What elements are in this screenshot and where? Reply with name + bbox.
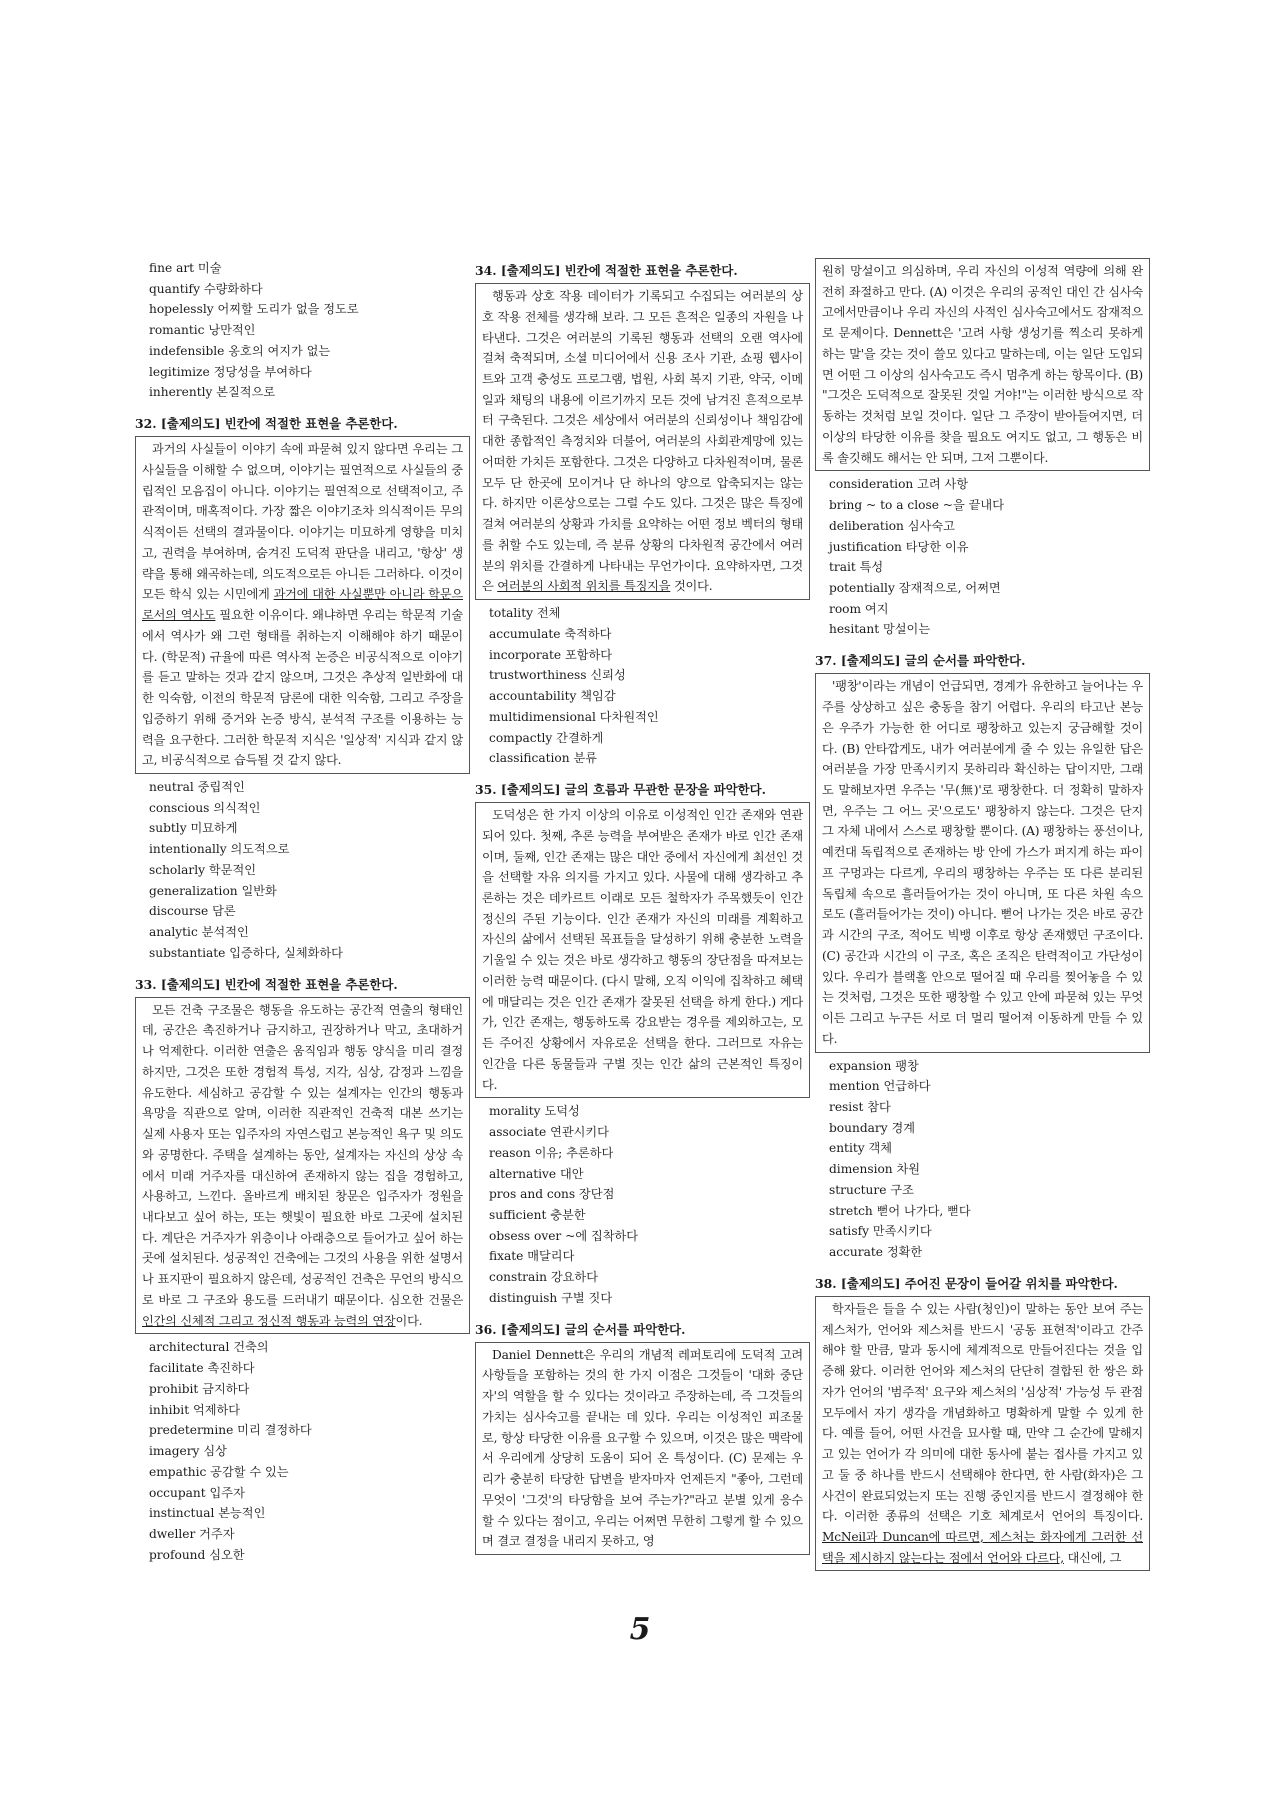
- vocab-item: bring ~ to a close ~을 끝내다: [829, 498, 1004, 513]
- vocab-list-33: [149, 1337, 470, 1565]
- vocab-item: expansion 팽창: [829, 1058, 919, 1073]
- question-38-underline: McNeil과 Duncan에 따르면, 제스처는 화자에게 그러한 선택을 제시하지 않는다는 점에서 언어와 다르다,: [822, 1530, 1143, 1565]
- vocab-item: inhibit 억제하다: [149, 1402, 241, 1417]
- question-36-box: [475, 1342, 810, 1555]
- vocab-item: accumulate 축적하다: [489, 626, 612, 641]
- column-middle: [475, 258, 810, 1558]
- vocab-list-36: [829, 474, 1150, 640]
- question-38-text: 학자들은 들을 수 있는 사람(청인)이 말하는 동안 보여 주는 제스처가, 언어와 제스처를 반드시 '공동 표현적'이라고 간주해야 할 만큼, 말과 동시에 체계적으로 만들어진다는 것을 입증해 왔다. 이러한 언어와 제스처의 단단히 결합된 한 쌍은 화자가 언어의 '범주적' 요구와 제스처의 '심상적' 가능성 두 관점 모두에서 자기 생각을 개념화하고 명확하게 말할 수 있게 한다. 예를 들어, 어떤 사건을 묘사할 때, 만약 그 순간에 말해지고 있는 언어가 각 의미에 대한 동사에 붙는 접사를 가지고 있고 둘 중 하나를 반드시 선택해야 한다면, 한 사람(화자)은 그 사건이 완료되었는지 또는 진행 중인지를 반드시 결정해야 한다. 이러한 종류의 선택은 기호 체계로서 언어의 특징이다. McNeil과 Duncan에 따르면, 제스처는 화자에게 그러한 선택을 제시하지 않는다는 점에서 언어와 다르다, 대신에, 그: [822, 1301, 1143, 1565]
- vocab-item: dweller 거주자: [149, 1527, 235, 1542]
- vocab-item: conscious 의식적인: [149, 800, 261, 815]
- vocab-item: discourse 담론: [149, 904, 236, 919]
- vocab-item: associate 연관시키다: [489, 1125, 609, 1140]
- vocab-item: trustworthiness 신뢰성: [489, 668, 626, 683]
- vocab-item: trait 특성: [829, 560, 884, 575]
- question-32-text: 과거의 사실들이 이야기 속에 파묻혀 있지 않다면 우리는 그 사실들을 이해할 수 없으며, 이야기는 필연적으로 사실들의 중립적인 모음집이 아니다. 이야기는 필연적으로 선택적이고, 주관적이며, 매혹적이다. 가장 짧은 이야기조차 의식적이든 무의식적이든 선택의 결과물이다. 이야기는 미묘하게 영향을 미치고, 권력을 부여하며, 숨겨진 도덕적 판단을 내리고, '항상' 생략을 통해 왜곡하는데, 의도적으로든 아니든 그러하다. 이것이 모든 학식 있는 시민에게 과거에 대한 사실뿐만 아니라 학문으로서의 역사도 필요한 이유이다. 왜냐하면 우리는 학문적 기술에서 역사가 왜 그런 형태를 취하는지 이해해야 하기 때문이다. (학문적) 규율에 따른 역사적 논증은 비공식적으로 이야기를 듣고 말하는 것과 같지 않으며, 그것은 추상적 일반화에 대한 익숙함, 이전의 학문적 담론에 대한 익숙함, 그리고 주장을 입증하기 위해 증거와 논증 방식, 분석적 구조를 이용하는 능력을 요구한다. 그러한 학문적 지식은 '일상적' 지식과 같지 않고, 비공식적으로 습득될 것 같지 않다.: [142, 442, 463, 768]
- question-37-title: 37. [출제의도] 글의 순서를 파악한다.: [815, 653, 1026, 669]
- vocab-item: deliberation 심사숙고: [829, 518, 955, 533]
- vocab-item: imagery 심상: [149, 1444, 227, 1459]
- vocab-item: romantic 낭만적인: [149, 323, 256, 338]
- vocab-item: facilitate 촉진하다: [149, 1361, 255, 1376]
- vocab-item: accountability 책임감: [489, 689, 616, 704]
- vocab-item: hesitant 망설이는: [829, 622, 931, 637]
- vocab-item: sufficient 충분한: [489, 1208, 586, 1222]
- vocab-item: mention 언급하다: [829, 1079, 931, 1094]
- question-33-title: 33. [출제의도] 빈칸에 적절한 표현을 추론한다.: [135, 976, 398, 992]
- vocab-item: inherently 본질적으로: [149, 385, 276, 400]
- question-33-underline: 인간의 신체적 그리고 정신적 행동과 능력의 연장: [142, 1313, 396, 1328]
- vocab-item: legitimize 정당성을 부여하다: [149, 364, 312, 379]
- vocab-list-32: [149, 777, 470, 964]
- vocab-item: entity 객체: [829, 1141, 893, 1156]
- vocab-item: classification 분류: [489, 751, 598, 766]
- vocab-list-37: [829, 1056, 1150, 1263]
- vocab-item: boundary 경계: [829, 1120, 916, 1135]
- vocab-item: hopelessly 어찌할 도리가 없을 정도로: [149, 302, 359, 317]
- vocab-item: accurate 정확한: [829, 1245, 923, 1260]
- vocab-item: alternative 대안: [489, 1166, 584, 1181]
- question-34-underline: 여러분의 사회적 위치를 특징지을: [497, 579, 671, 594]
- vocab-item: compactly 간결하게: [489, 730, 604, 745]
- vocab-list-34: [489, 603, 810, 769]
- vocab-item: prohibit 금지하다: [149, 1381, 250, 1396]
- vocab-item: resist 참다: [829, 1099, 891, 1114]
- question-34-box: [475, 283, 810, 600]
- vocab-item: stretch 뻗어 나가다, 뻗다: [829, 1203, 971, 1218]
- vocab-item: distinguish 구별 짓다: [489, 1290, 613, 1305]
- question-36-text-continued: 원히 망설이고 의심하며, 우리 자신의 이성적 역량에 의해 완전히 좌절하고 만다. (A) 이것은 우리의 공적인 대인 간 심사숙고에서만큼이나 우리 자신의 사적인 심사숙고에서도 잠재적으로 문제이다. Dennett은 '고려 사항 생성기를 찍소리 못하게 하는 말'을 갖는 것이 쓸모 있다고 말하는데, 이는 일단 도입되면 어떤 그 이상의 심사숙고도 즉시 멈추게 하는 항목이다. (B) "그것은 도덕적으로 잘못된 것일 거야!"는 이러한 방식으로 작동하는 것처럼 보일 것이다. 일단 그 주장이 받아들여지면, 더 이상의 타당한 이유를 찾을 필요도 여지도 없고, 그 행동은 비록 솔깃해도 해서는 안 되며, 그저 그뿐이다.: [822, 264, 1143, 465]
- vocab-item: occupant 입주자: [149, 1485, 245, 1500]
- vocab-item: instinctual 본능적인: [149, 1506, 266, 1521]
- vocab-item: pros and cons 장단점: [489, 1187, 615, 1202]
- question-33-text: 모든 건축 구조물은 행동을 유도하는 공간적 연출의 형태인데, 공간은 촉진하거나 금지하고, 권장하거나 막고, 초대하거나 억제한다. 이러한 연출은 움직임과 행동 양식을 미리 결정하지만, 그것은 또한 경험적 특성, 지각, 심상, 감정과 느낌을 유도한다. 세심하고 공감할 수 있는 설계자는 인간의 행동과 욕망을 직관으로 알며, 이러한 직관적인 건축적 대본 쓰기는 실제 사용자 또는 입주자의 자연스럽고 본능적인 욕구 및 의도와 공명한다. 주택을 설계하는 동안, 설계자는 자신의 상상 속에서 미래 거주자를 대신하여 존재하지 않는 집을 경험하고, 사용하고, 느낀다. 올바르게 배치된 창문은 입주자가 정원을 내다보고 싶어 하는, 또는 햇빛이 필요한 바로 그곳에 설치된다. 계단은 거주자가 위층이나 아래층으로 들어가고 싶어 하는 곳에 설치된다. 성공적인 건축에는 그것의 사용을 위한 설명서나 표지판이 필요하지 않은데, 성공적인 건축은 무언의 방식으로 바로 그 구조와 용도를 드러내기 때문이다. 심오한 건물은 인간의 신체적 그리고 정신적 행동과 능력의 연장이다.: [142, 1002, 463, 1328]
- question-35-box: [475, 802, 810, 1098]
- column-left: [135, 258, 470, 1575]
- vocab-item: room 여지: [829, 601, 889, 616]
- question-34-title: 34. [출제의도] 빈칸에 적절한 표현을 추론한다.: [475, 263, 738, 278]
- vocab-item: architectural 건축의: [149, 1340, 269, 1355]
- vocab-item: reason 이유; 추론하다: [489, 1145, 614, 1160]
- question-36-title: 36. [출제의도] 글의 순서를 파악한다.: [475, 1321, 686, 1337]
- vocab-item: incorporate 포함하다: [489, 647, 613, 662]
- vocab-item: predetermine 미리 결정하다: [149, 1423, 312, 1438]
- vocab-item: potentially 잠재적으로, 어쩌면: [829, 581, 1001, 596]
- vocab-item: justification 타당한 이유: [829, 539, 969, 554]
- vocab-item: dimension 차원: [829, 1162, 921, 1177]
- question-33-box: [135, 997, 470, 1335]
- question-35-text: 도덕성은 한 가지 이상의 이유로 이성적인 인간 존재와 연관되어 있다. 첫째, 추론 능력을 부여받은 존재가 바로 인간 존재이며, 둘째, 인간 존재는 많은 대안 중에서 자신에게 최선인 것을 선택할 자유 의지를 가지고 있다. 사물에 대해 생각하고 추론하는 것은 데카르트 이래로 모든 철학자가 주목했듯이 인간 정신의 주된 기능이다. 인간 존재가 자신의 미래를 계획하고 자신의 삶에서 선택된 목표들을 달성하기 위해 충분한 노력을 기울일 수 있는 것은 바로 생각하고 행동의 장단점을 따져보는 이러한 능력 때문이다. (다시 말해, 오직 이익에 집착하고 혜택에 매달리는 것은 인간 존재가 잘못된 선택을 하게 한다.) 게다가, 인간 존재는, 행동하도록 강요받는 경우를 제외하고는, 모든 주어진 상황에서 자유로운 선택을 한다. 그러므로 자유는 인간을 다른 동물들과 구별 짓는 인간 삶의 근본적인 특징이다.: [482, 808, 803, 1092]
- vocab-item: empathic 공감할 수 있는: [149, 1464, 289, 1479]
- question-36-text: Daniel Dennett은 우리의 개념적 레퍼토리에 도덕적 고려 사항들을 포함하는 것의 한 가지 이점은 그것들이 '대화 중단자'의 역할을 할 수 있다는 것이라고 주장하는데, 즉 그것들의 가치는 심사숙고를 끝내는 데 있다. 우리는 이성적인 피조물로, 항상 타당한 이유를 요구할 수 있으며, 이것은 많은 맥락에서 우리에게 상당히 도움이 되어 온 특성이다. (C) 문제는 우리가 충분히 타당한 답변을 받자마자 언제든지 "좋아, 그런데 무엇이 '그것'의 타당함을 보여 주는가?"라고 분별 있게 응수할 수 있다는 점이고, 우리는 어쩌면 무한히 그렇게 할 수 있으며 결코 결정을 내리지 못하고, 영: [482, 1347, 803, 1549]
- vocab-item: analytic 분석적인: [149, 925, 249, 940]
- vocab-item: neutral 중립적인: [149, 779, 245, 794]
- vocab-item: quantify 수량화하다: [149, 281, 263, 296]
- vocab-item: subtly 미묘하게: [149, 821, 238, 836]
- question-35-title: 35. [출제의도] 글의 흐름과 무관한 문장을 파악한다.: [475, 781, 766, 797]
- vocab-item: substantiate 입증하다, 실체화하다: [149, 945, 343, 960]
- vocab-item: multidimensional 다차원적인: [489, 709, 659, 724]
- vocab-list-31: [149, 258, 470, 403]
- vocab-item: generalization 일반화: [149, 883, 277, 898]
- vocab-item: indefensible 옹호의 여지가 없는: [149, 343, 331, 358]
- vocab-item: consideration 고려 사항: [829, 477, 969, 492]
- question-36-box-continued: [815, 258, 1150, 471]
- vocab-item: obsess over ~에 집착하다: [489, 1228, 639, 1243]
- question-38-title: 38. [출제의도] 주어진 문장이 들어갈 위치를 파악한다.: [815, 1275, 1118, 1291]
- vocab-item: profound 심오한: [149, 1547, 245, 1562]
- vocab-item: morality 도덕성: [489, 1104, 580, 1119]
- question-37-box: [815, 673, 1150, 1052]
- page-number: 5: [629, 1612, 651, 1647]
- vocab-item: fixate 매달리다: [489, 1249, 575, 1264]
- question-37-text: '팽창'이라는 개념이 언급되면, 경계가 유한하고 늘어나는 우주를 상상하고 싶은 충동을 참기 어렵다. 우리의 타고난 본능은 우주가 가능한 한 어디로 팽창하고 있는지 궁금해할 것이다. (B) 안타깝게도, 내가 여러분에게 줄 수 있는 유일한 답은 여러분을 가장 만족시키지 못하리라 확신하는 답이지만, 그래도 말해보자면 우주는 '무(無)'로 팽창한다. 더 정확히 말하자면, 우주는 그 어느 곳'으로도' 팽창하지 않는다. 그것은 단지 그 자체 내에서 스스로 팽창할 뿐이다. (A) 팽창하는 풍선이나, 예컨대 독립적으로 존재하는 방 안에 가스가 퍼지게 하는 파이프 구멍과는 다르게, 우리의 팽창하는 우주는 또 다른 분리된 독립체 속으로 흘러들어가는 것이 아니며, 또 다른 차원 속으로도 (흘러들어가는 것이) 아니다. 뻗어 나가는 것은 바로 공간과 시간의 구조, 적어도 빅뱅 이후로 항상 존재했던 구조이다. (C) 공간과 시간의 이 구조, 혹은 조직은 탄력적이고 가단성이 있다. 우리가 블랙홀 안으로 떨어질 때 우리를 찢어놓을 수 있는 것처럼, 그것은 또한 팽창할 수 있고 안에 파묻혀 있는 무엇이든 그리고 누구든 서로 더 멀리 떨어져 이동하게 만들 수 있다.: [822, 679, 1143, 1046]
- vocab-list-35: [489, 1101, 810, 1308]
- question-32-box: [135, 436, 470, 774]
- vocab-item: satisfy 만족시키다: [829, 1224, 932, 1239]
- question-38-box: [815, 1296, 1150, 1572]
- vocab-item: fine art 미술: [149, 261, 222, 275]
- vocab-item: constrain 강요하다: [489, 1270, 598, 1285]
- vocab-item: totality 전체: [489, 606, 561, 621]
- question-34-text: 행동과 상호 작용 데이터가 기록되고 수집되는 여러분의 상호 작용 전체를 생각해 보라. 그 모든 흔적은 일종의 자원을 나타낸다. 그것은 여러분의 기록된 행동과 선택의 오랜 역사에 걸쳐 축적되며, 소셜 미디어에서 신용 조사 기관, 쇼핑 웹사이트와 고객 충성도 프로그램, 법원, 사회 복지 기관, 약국, 이메일과 채팅의 내용에 이르기까지 모든 것에 남겨진 흔적으로부터 구축된다. 그것은 세상에서 여러분의 신뢰성이나 책임감에 대한 종합적인 측정치와 더불어, 여러분의 사회관계망에 있는 어떠한 가치든 포함한다. 그것은 다양하고 다차원적이며, 물론 모두 단 한곳에 모이거나 단 하나의 양으로 압축되지는 않는다. 하지만 이론상으로는 그럴 수도 있다. 그것은 많은 특징에 걸쳐 여러분의 상황과 가치를 요약하는 어떤 정보 벡터의 형태를 취할 수도 있는데, 즉 분류 상황의 다차원적 공간에서 여러분의 위치를 간결하게 나타내는 무언가이다. 요약하자면, 그것은 여러분의 사회적 위치를 특징지을 것이다.: [482, 289, 803, 594]
- vocab-item: intentionally 의도적으로: [149, 842, 290, 857]
- column-right: [815, 258, 1150, 1574]
- question-32-underline: 과거에 대한 사실뿐만 아니라 학문으로서의 역사도: [142, 587, 463, 623]
- vocab-item: structure 구조: [829, 1182, 914, 1197]
- vocab-item: scholarly 학문적인: [149, 862, 257, 877]
- question-32-title: 32. [출제의도] 빈칸에 적절한 표현을 추론한다.: [135, 416, 398, 432]
